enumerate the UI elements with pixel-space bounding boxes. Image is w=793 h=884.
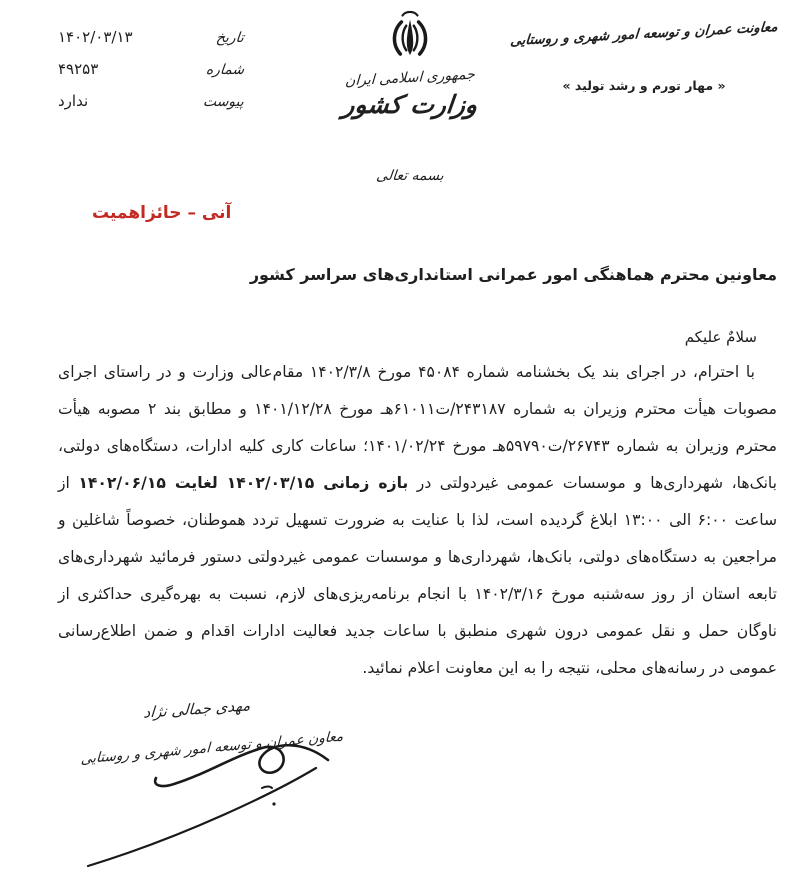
bismillah: بسمه تعالی [375, 168, 445, 184]
date-row [58, 28, 244, 46]
slogan: « مهار تورم و رشد تولید » [562, 78, 726, 93]
signer-title: معاون عمران و توسعه امور شهری و روستایی [80, 728, 344, 768]
recipient-line: معاونین محترم هماهنگی امور عمرانی استانداری‌های سراسر کشور [249, 265, 777, 284]
number-label: شماره [204, 62, 245, 78]
attachment-row [58, 92, 244, 110]
date-label: تاریخ [215, 30, 245, 46]
priority-stamp: آنی – حائزاهمیت [92, 203, 232, 223]
signature-scrawl-icon [66, 734, 346, 876]
letter-meta [58, 28, 244, 110]
body-bold-daterange: بازه زمانی ۱۴۰۲/۰۳/۱۵ لغایت ۱۴۰۲/۰۶/۱۵ [78, 474, 409, 492]
letterhead-right [505, 18, 783, 93]
body-part1: با احترام، در اجرای بند یک بخشنامه شماره ۴۵۰۸۴ مورخ ۱۴۰۲/۳/۸ مقام‌عالی وزارت و در راستای اجرای مصوبات هیأت محترم وزیران به شماره ۲۴۳۱۸۷/ت۶۱۰۱۱هـ مورخ ۱۴۰۱/۱۲/۲۸ و مطابق بند ۲ مصوبه هیأت محترم وزیران به شماره ۲۶۷۴۳/ت۵۹۷۹۰هـ مورخ ۱۴۰۱/۰۲/۲۴؛ ساعات کاری کلیه ادارات، دستگاه‌های دولتی، بانک‌ها، شهرداری‌ها و موسسات عمومی غیردولتی در [58, 363, 777, 492]
ministry-name: وزارت کشور [341, 90, 479, 119]
number-value: ۴۹۲۵۳ [58, 60, 99, 78]
department-name: معاونت عمران و توسعه امور شهری و روستایی [509, 18, 779, 50]
salutation: سلامٌ علیکم [684, 328, 757, 346]
signer-name: مهدی جمالی نژاد [142, 696, 252, 722]
body-part2: از ساعت ۶:۰۰ الی ۱۳:۰۰ ابلاغ گردیده است، لذا با عنایت به ضرورت تسهیل تردد هموطنان، خصوصاً شاغلین و مراجعین به دستگاه‌های دولتی، بانک‌ها، شهرداری‌ها و موسسات عمومی غیردولتی دستور فرمائید شهرداری‌های تابعه استان از روز سه‌شنبه مورخ ۱۴۰۲/۳/۱۶ با انجام برنامه‌ریزی‌های لازم، نسبت به بهره‌گیری حداکثری از ناوگان حمل و نقل عمومی درون شهری منطبق با ساعات جدید فعالیت ادارات اقدام و ضمن اطلاع‌رسانی عمومی در رسانه‌های محلی، نتیجه را به این معاونت اعلام نمائید. [58, 474, 778, 677]
country-name: جمهوری اسلامی ایران [344, 66, 476, 90]
iran-emblem-icon [383, 8, 437, 68]
letter-body [58, 354, 777, 687]
letterhead-center [328, 8, 492, 119]
number-row [58, 60, 244, 78]
attachment-label: پیوست [202, 94, 245, 110]
date-value: ۱۴۰۲/۰۳/۱۳ [58, 28, 133, 46]
attachment-value: ندارد [58, 92, 89, 110]
